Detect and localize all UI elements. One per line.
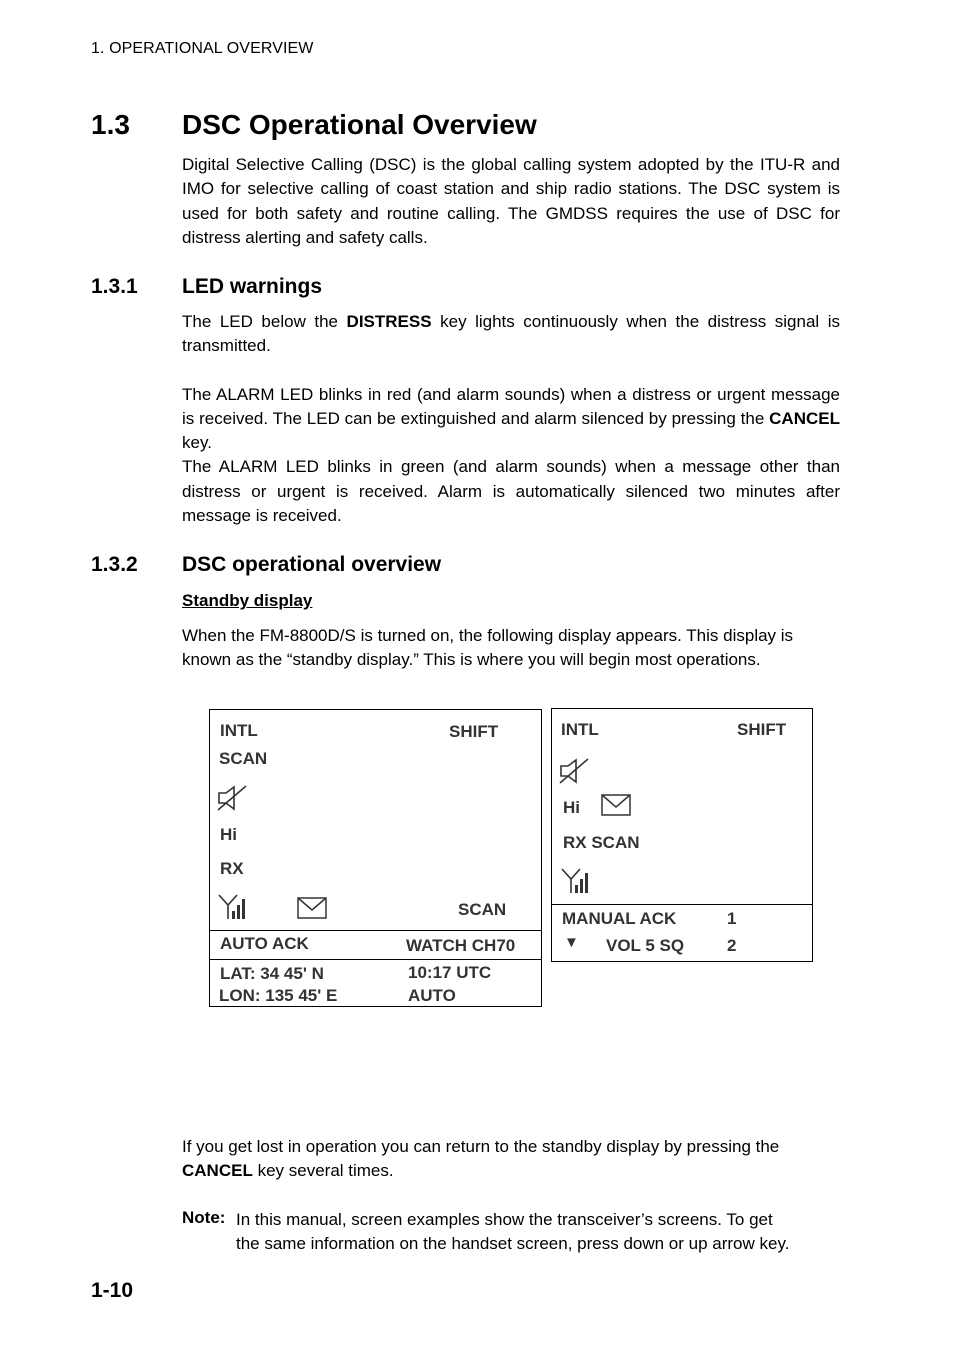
dsc-paragraph: When the FM-8800D/S is turned on, the following display appears. This display is known as the “standby display.” This is where you will begin most operations. xyxy=(182,626,794,670)
note-label: Note: xyxy=(182,1208,226,1227)
intl-label: INTL xyxy=(561,720,599,739)
envelope-icon xyxy=(297,897,327,919)
speaker-mute-icon xyxy=(558,757,590,785)
cancel-instructions xyxy=(182,1135,842,1184)
distress-key-label: DISTRESS xyxy=(346,312,432,331)
led-text xyxy=(182,310,840,528)
running-head: 1. OPERATIONAL OVERVIEW xyxy=(91,40,314,57)
led-p2-text-a: The ALARM LED blinks in red (and alarm sounds) when a distress or urgent message is received. The LED can be extinguished and alarm silenced by pressing the xyxy=(182,384,840,428)
cancel-key-label: CANCEL xyxy=(182,1161,253,1181)
led-paragraph-1 xyxy=(182,310,840,359)
standby-display-handset xyxy=(551,708,813,962)
envelope-icon xyxy=(601,794,631,816)
intl-label: INTL xyxy=(220,721,258,740)
longitude-readout: LON: 135 45' E xyxy=(219,986,338,1005)
scan-label: SCAN xyxy=(219,749,268,768)
down-arrow-icon: ▼ xyxy=(564,934,579,951)
dsc-intro xyxy=(182,624,842,673)
note-line-1: In this manual, screen examples show the transceiver’s screens. To get xyxy=(236,1210,773,1229)
note-line-2: the same information on the handset screen, press down or up arrow key. xyxy=(236,1234,790,1254)
section-title: DSC Operational Overview xyxy=(182,109,537,140)
scan-status-label: SCAN xyxy=(458,900,507,919)
led-p1-text-b: key lights continuously when the distress signal is transmitted. xyxy=(182,312,841,356)
led-paragraph-3: The ALARM LED blinks in green (and alarm sounds) when a message other than distress or urgent is received. Alarm is automatically silenced two minutes after message is received. xyxy=(182,457,840,526)
cancel-text-b: key several times. xyxy=(252,1161,394,1181)
time-readout: 10:17 UTC xyxy=(408,963,492,982)
cancel-text-a: If you get lost in operation you can return to the standby display by pressing the xyxy=(182,1137,780,1156)
page-number: 1-10 xyxy=(91,1279,134,1302)
subsection-number-dsc: 1.3.2 xyxy=(91,553,138,576)
subsection-title-dsc: DSC operational overview xyxy=(182,553,442,576)
led-p1-text-a: The LED below the xyxy=(182,312,347,331)
divider xyxy=(552,904,812,905)
rx-label: RX xyxy=(220,859,244,878)
hi-label: Hi xyxy=(563,798,580,817)
shift-label: SHIFT xyxy=(737,720,787,739)
section-number: 1.3 xyxy=(91,109,130,140)
position-mode-label: AUTO xyxy=(408,986,456,1005)
led-p2-text-b: key. xyxy=(182,433,212,453)
section-intro xyxy=(182,153,840,250)
standby-display-subhead: Standby display xyxy=(182,591,313,610)
signal-strength-icon xyxy=(560,867,594,895)
vol-sq-label: VOL 5 SQ xyxy=(606,936,685,955)
cancel-key-label: CANCEL xyxy=(769,408,840,428)
divider xyxy=(210,930,541,931)
speaker-mute-icon xyxy=(216,784,248,812)
subsection-number-led: 1.3.1 xyxy=(91,275,138,298)
watch-channel-label: WATCH CH70 xyxy=(406,936,516,955)
shift-label: SHIFT xyxy=(449,722,499,741)
led-paragraph-2 xyxy=(182,383,840,456)
intro-text: Digital Selective Calling (DSC) is the global calling system adopted by the ITU-R and IMO for selective calling of coast station and ship radio stations. The DSC system is used for both safety and routine calling. The GMDSS requires the use of DSC for distress alerting and safety calls. xyxy=(182,155,840,247)
hi-label: Hi xyxy=(220,825,237,844)
latitude-readout: LAT: 34 45' N xyxy=(220,964,324,983)
standby-display-transceiver xyxy=(209,709,542,1007)
note-text xyxy=(236,1208,789,1257)
auto-ack-label: AUTO ACK xyxy=(220,934,309,953)
signal-strength-icon xyxy=(217,893,251,921)
menu-number-2: 2 xyxy=(727,936,737,955)
menu-number-1: 1 xyxy=(727,909,737,928)
divider xyxy=(210,959,541,960)
rx-scan-label: RX SCAN xyxy=(563,833,640,852)
cancel-paragraph xyxy=(182,1135,842,1184)
subsection-title-led: LED warnings xyxy=(182,275,323,298)
manual-ack-label: MANUAL ACK xyxy=(562,909,677,928)
